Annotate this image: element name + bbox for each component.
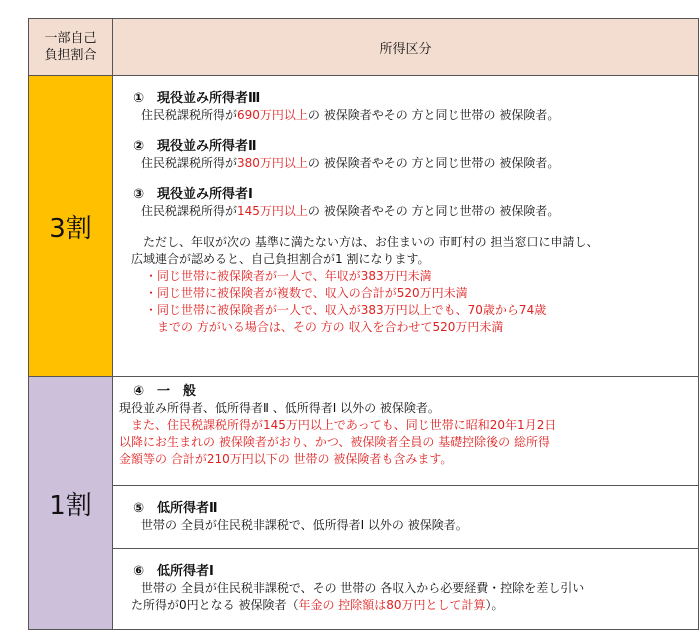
header-income-class: 所得区分 <box>113 19 699 76</box>
header-burden-ratio <box>29 19 113 76</box>
item-4-red-1: また、住民税課税所得が145万円以上であっても、同じ世帯に昭和20年1月2日 <box>131 418 557 432</box>
item-3-body: 住民税課税所得が145万円以上の 被保険者やその 方と同じ世帯の 被保険者。 <box>141 204 560 218</box>
cell-low-income-2 <box>113 486 699 549</box>
header-burden-ratio-line1: 一部自己 負担割合 <box>44 31 97 63</box>
condition-2: ・同じ世帯に被保険者が複数で、収入の合計が520万円未満 <box>145 286 468 300</box>
row-10-percent-general <box>29 377 699 486</box>
item-6-line1: 世帯の 全員が住民税非課税で、その 世帯の 各収入から必要経費・控除を差し引い <box>141 581 585 595</box>
condition-1: ・同じ世帯に被保険者が一人で、年収が383万円未満 <box>145 269 432 283</box>
item-4-red-3: 金額等の 合計が210万円以下の 世帯の 被保険者も含みます。 <box>119 452 453 466</box>
item-1-title: ① 現役並み所得者Ⅲ <box>133 91 261 106</box>
item-1-body: 住民税課税所得が690万円以上の 被保険者やその 方と同じ世帯の 被保険者。 <box>141 108 560 122</box>
item-3-title: ③ 現役並み所得者Ⅰ <box>133 187 253 202</box>
item-5-title: ⑤ 低所得者Ⅱ <box>133 501 218 516</box>
cell-active-income <box>113 76 699 377</box>
item-5-line1: 世帯の 全員が住民税非課税で、低所得者Ⅰ 以外の 被保険者。 <box>141 518 468 532</box>
row-10-percent-low1 <box>29 549 699 630</box>
item-6-title: ⑥ 低所得者Ⅰ <box>133 564 214 579</box>
rate-30-percent: 3割 <box>29 76 113 377</box>
row-30-percent <box>29 76 699 377</box>
note-line-1: ただし、年収が次の 基準に満たない方は、お住まいの 市町村の 担当窓口に申請し、 <box>143 235 599 249</box>
rate-10-percent: 1割 <box>29 377 113 630</box>
condition-3: ・同じ世帯に被保険者が一人で、収入が383万円以上でも、70歳から74歳 <box>145 303 547 317</box>
item-4-red-2: 以降にお生まれの 被保険者がおり、かつ、被保険者全員の 基礎控除後の 総所得 <box>119 435 550 449</box>
item-4-title: ④ 一 般 <box>133 384 197 399</box>
income-classification-table <box>28 18 699 630</box>
cell-low-income-1 <box>113 549 699 630</box>
row-10-percent-low2 <box>29 486 699 549</box>
condition-3-continued: までの 方がいる場合は、その 方の 収入を合わせて520万円未満 <box>157 320 504 334</box>
item-6-line2: た所得が0円となる 被保険者（年金の 控除額は80万円として計算）。 <box>131 598 504 612</box>
item-2-title: ② 現役並み所得者Ⅱ <box>133 139 257 154</box>
header-row <box>29 19 699 76</box>
item-2-body: 住民税課税所得が380万円以上の 被保険者やその 方と同じ世帯の 被保険者。 <box>141 156 560 170</box>
note-line-2: 広域連合が認めると、自己負担割合が1 割になります。 <box>131 252 430 266</box>
condition-list <box>131 268 692 336</box>
item-4-line1: 現役並み所得者、低所得者Ⅱ 、低所得者Ⅰ 以外の 被保険者。 <box>119 401 440 415</box>
cell-general <box>113 377 699 486</box>
